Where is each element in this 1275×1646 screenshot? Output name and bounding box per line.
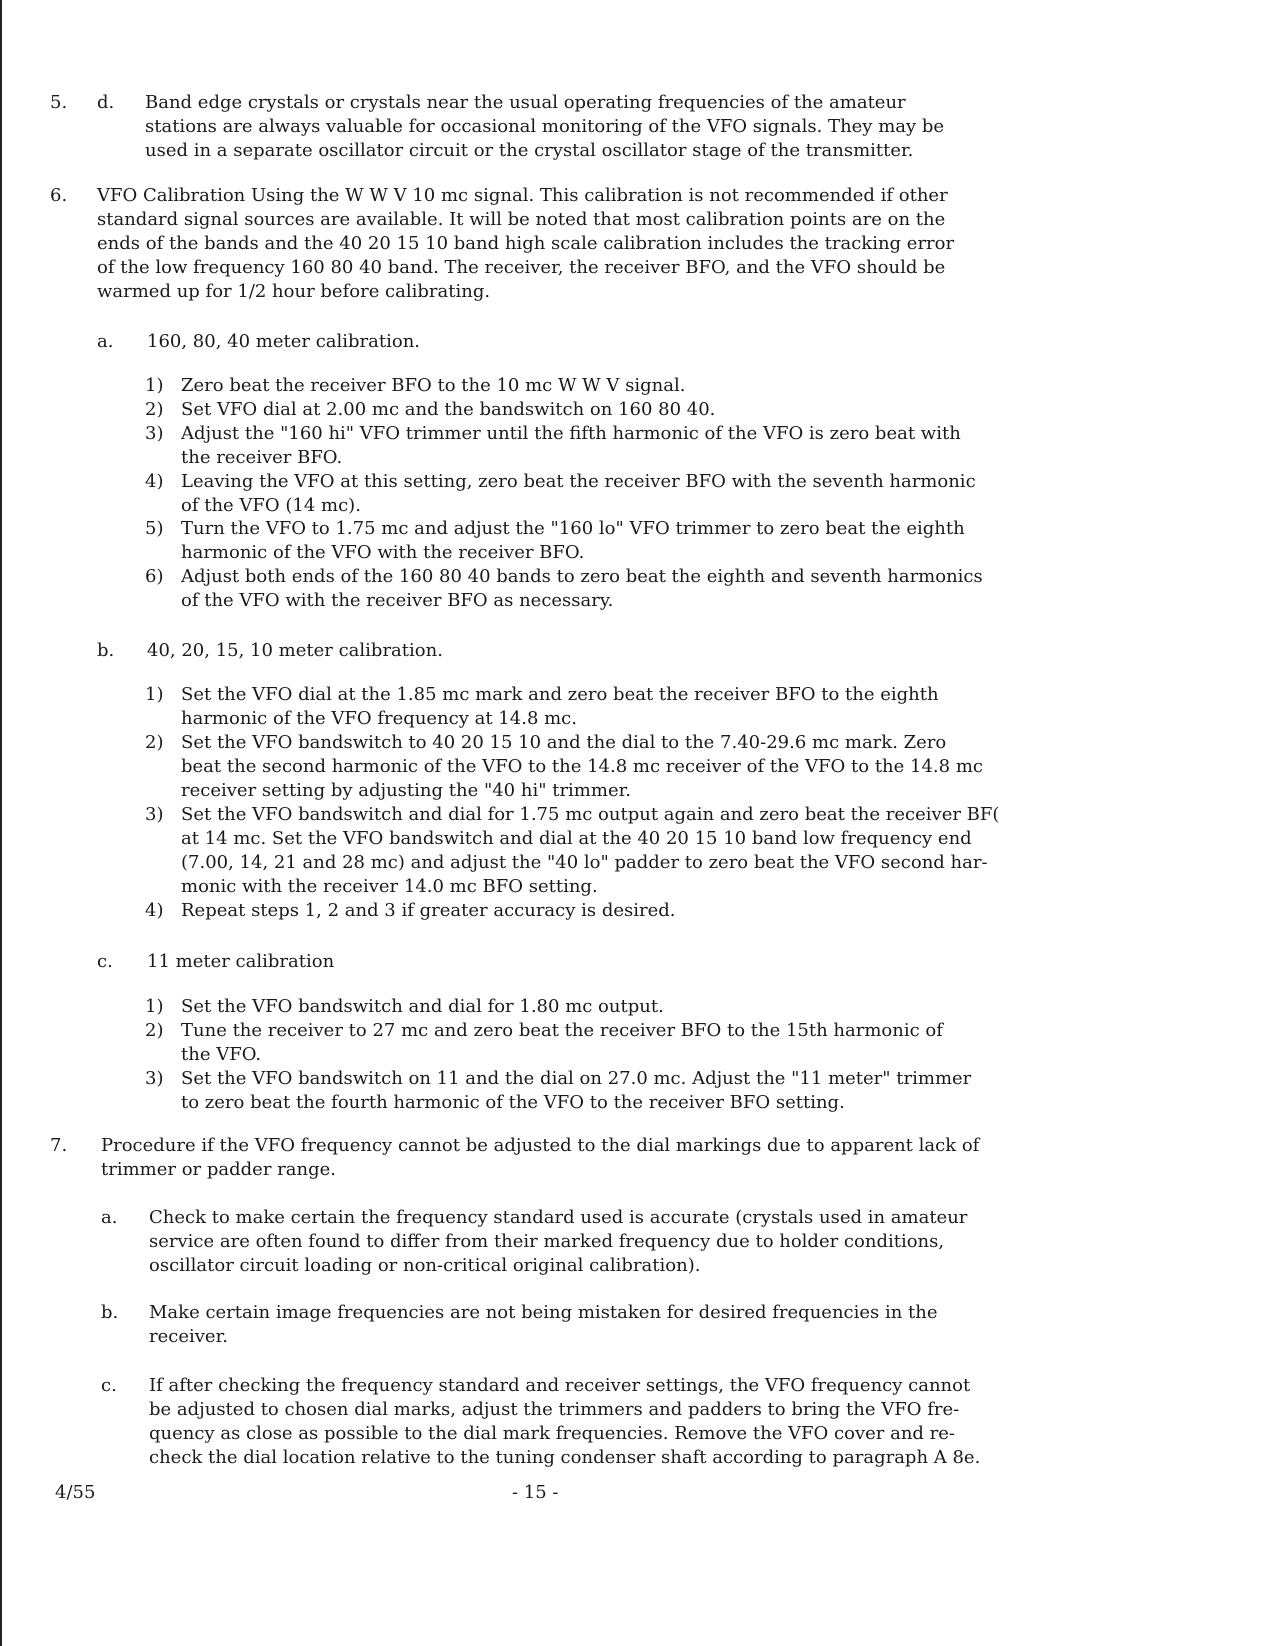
- paragraph-line: warmed up for 1/2 hour before calibrating.: [97, 281, 491, 302]
- paragraph-line: If after checking the frequency standard and receiver settings, the VFO frequency cannot: [149, 1375, 971, 1396]
- paragraph-line: Repeat steps 1, 2 and 3 if greater accuracy is desired.: [181, 900, 676, 921]
- footer-page-number: - 15 -: [512, 1482, 559, 1503]
- paragraph-line: oscillator circuit loading or non-critical original calibration).: [149, 1255, 701, 1276]
- item-label: 3): [145, 1068, 164, 1089]
- paragraph-line: Set the VFO bandswitch on 11 and the dial on 27.0 mc. Adjust the "11 meter" trimmer: [181, 1068, 972, 1089]
- paragraph-line: trimmer or padder range.: [101, 1159, 336, 1180]
- paragraph-line: at 14 mc. Set the VFO bandswitch and dial at the 40 20 15 10 band low frequency end: [181, 828, 972, 849]
- item-label: 4): [145, 900, 164, 921]
- paragraph-line: receiver setting by adjusting the "40 hi" trimmer.: [181, 780, 631, 801]
- item-label: 1): [145, 996, 164, 1017]
- paragraph-line: Set the VFO bandswitch and dial for 1.80 mc output.: [181, 996, 664, 1017]
- item-label: 2): [145, 732, 164, 753]
- paragraph-line: receiver.: [149, 1326, 228, 1347]
- paragraph-line: (7.00, 14, 21 and 28 mc) and adjust the "40 lo" padder to zero beat the VFO second har-: [181, 852, 988, 873]
- paragraph-line: Make certain image frequencies are not being mistaken for desired frequencies in the: [149, 1302, 938, 1323]
- item-label: 6.: [50, 185, 68, 206]
- item-label: 5.: [50, 92, 68, 113]
- paragraph-line: 160, 80, 40 meter calibration.: [147, 331, 421, 352]
- paragraph-line: 40, 20, 15, 10 meter calibration.: [147, 640, 443, 661]
- paragraph-line: Zero beat the receiver BFO to the 10 mc W W V signal.: [181, 375, 686, 396]
- item-label: b.: [101, 1302, 119, 1323]
- item-label: c.: [97, 951, 113, 972]
- paragraph-line: harmonic of the VFO with the receiver BFO.: [181, 542, 585, 563]
- paragraph-line: be adjusted to chosen dial marks, adjust the trimmers and padders to bring the VFO fre-: [149, 1399, 960, 1420]
- paragraph-line: Set the VFO bandswitch and dial for 1.75 mc output again and zero beat the receiver BF(: [181, 804, 1000, 825]
- paragraph-line: Adjust the "160 hi" VFO trimmer until the fifth harmonic of the VFO is zero beat with: [181, 423, 961, 444]
- paragraph-line: Band edge crystals or crystals near the usual operating frequencies of the amateur: [145, 92, 906, 113]
- item-label: 6): [145, 566, 164, 587]
- paragraph-line: service are often found to differ from their marked frequency due to holder conditions,: [149, 1231, 945, 1252]
- item-label: 3): [145, 423, 164, 444]
- item-label: 1): [145, 375, 164, 396]
- paragraph-line: of the low frequency 160 80 40 band. The receiver, the receiver BFO, and the VFO should be: [97, 257, 946, 278]
- paragraph-line: monic with the receiver 14.0 mc BFO setting.: [181, 876, 598, 897]
- paragraph-line: Set VFO dial at 2.00 mc and the bandswitch on 160 80 40.: [181, 399, 716, 420]
- item-sublabel: d.: [97, 92, 115, 113]
- paragraph-line: standard signal sources are available. It will be noted that most calibration points are on the: [97, 209, 946, 230]
- paragraph-line: Turn the VFO to 1.75 mc and adjust the "160 lo" VFO trimmer to zero beat the eighth: [181, 518, 965, 539]
- paragraph-line: of the VFO with the receiver BFO as necessary.: [181, 590, 614, 611]
- item-label: 3): [145, 804, 164, 825]
- paragraph-line: harmonic of the VFO frequency at 14.8 mc.: [181, 708, 577, 729]
- item-label: a.: [97, 331, 114, 352]
- paragraph-line: quency as close as possible to the dial mark frequencies. Remove the VFO cover and re-: [149, 1423, 956, 1444]
- paragraph-line: ends of the bands and the 40 20 15 10 band high scale calibration includes the tracking error: [97, 233, 955, 254]
- paragraph-line: the receiver BFO.: [181, 447, 343, 468]
- item-label: 4): [145, 471, 164, 492]
- paragraph-line: stations are always valuable for occasional monitoring of the VFO signals. They may be: [145, 116, 945, 137]
- paragraph-line: 11 meter calibration: [147, 951, 335, 972]
- paragraph-line: Check to make certain the frequency standard used is accurate (crystals used in amateur: [149, 1207, 968, 1228]
- item-label: 1): [145, 684, 164, 705]
- paragraph-line: of the VFO (14 mc).: [181, 495, 361, 516]
- paragraph-line: to zero beat the fourth harmonic of the VFO to the receiver BFO setting.: [181, 1092, 845, 1113]
- item-label: 2): [145, 399, 164, 420]
- item-label: a.: [101, 1207, 118, 1228]
- paragraph-line: the VFO.: [181, 1044, 262, 1065]
- paragraph-line: Set the VFO dial at the 1.85 mc mark and zero beat the receiver BFO to the eighth: [181, 684, 939, 705]
- footer-date: 4/55: [55, 1482, 96, 1503]
- paragraph-line: Tune the receiver to 27 mc and zero beat the receiver BFO to the 15th harmonic of: [181, 1020, 943, 1041]
- paragraph-line: VFO Calibration Using the W W V 10 mc signal. This calibration is not recommended if other: [97, 185, 948, 206]
- paragraph-line: Adjust both ends of the 160 80 40 bands to zero beat the eighth and seventh harmonics: [181, 566, 983, 587]
- item-label: c.: [101, 1375, 117, 1396]
- paragraph-line: check the dial location relative to the tuning condenser shaft according to paragraph A 8e.: [149, 1447, 981, 1468]
- item-label: b.: [97, 640, 115, 661]
- page-edge-line: [0, 0, 2, 1646]
- paragraph-line: Procedure if the VFO frequency cannot be adjusted to the dial markings due to apparent lack of: [101, 1135, 980, 1156]
- paragraph-line: Set the VFO bandswitch to 40 20 15 10 and the dial to the 7.40-29.6 mc mark. Zero: [181, 732, 947, 753]
- item-label: 2): [145, 1020, 164, 1041]
- item-label: 5): [145, 518, 164, 539]
- paragraph-line: used in a separate oscillator circuit or the crystal oscillator stage of the transmitter.: [145, 140, 914, 161]
- paragraph-line: Leaving the VFO at this setting, zero beat the receiver BFO with the seventh harmonic: [181, 471, 976, 492]
- item-label: 7.: [50, 1135, 68, 1156]
- paragraph-line: beat the second harmonic of the VFO to the 14.8 mc receiver of the VFO to the 14.8 mc: [181, 756, 983, 777]
